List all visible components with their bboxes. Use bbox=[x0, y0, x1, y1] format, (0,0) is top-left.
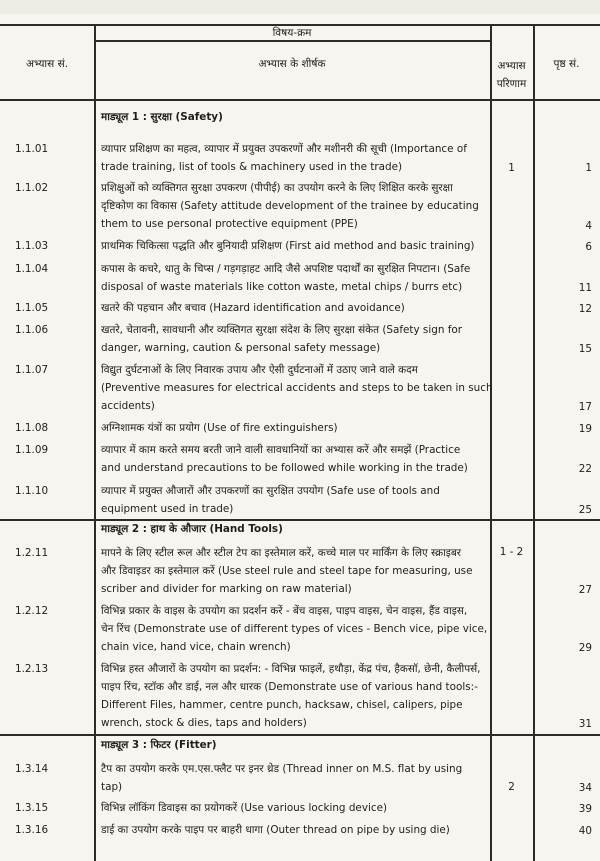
exercise-title-line: विद्युत दुर्घटनाओं के लिए निवारक उपाय और ऐसी दुर्घटनाओं में उठाए जाने वाले कदम bbox=[101, 364, 418, 376]
exercise-no: 1.2.12 bbox=[15, 605, 49, 617]
exercise-no: 1.1.07 bbox=[15, 364, 49, 376]
exercise-title-line: व्यापार में प्रयुक्त औजारों और उपकरणों का सुरक्षित उपयोग (Safe use of tools and bbox=[101, 485, 440, 497]
exercise-title-line: चेन रिंच (Demonstrate use of different types of vices - Bench vice, pipe vice, bbox=[101, 623, 488, 635]
module-2-end-rule bbox=[0, 734, 600, 736]
exercise-title-line: danger, warning, caution & personal safety message) bbox=[101, 342, 381, 354]
exercise-title-line: tap) bbox=[101, 781, 123, 793]
exercise-no: 1.1.05 bbox=[15, 302, 49, 314]
page-no: 6 bbox=[585, 241, 592, 253]
exercise-title-line: मापने के लिए स्टील रूल और स्टील टेप का इस्तेमाल करें, कच्चे माल पर मार्किंग के लिए स्क्राइबर bbox=[101, 547, 462, 559]
exercise-no: 1.1.03 bbox=[15, 240, 49, 252]
exercise-title-line: खतरे की पहचान और बचाव (Hazard identification and avoidance) bbox=[101, 302, 405, 314]
exercise-title-line: प्राथमिक चिकित्सा पद्धति और बुनियादी प्रशिक्षण (First aid method and basic training) bbox=[101, 240, 475, 252]
exercise-title-line: scriber and divider for marking on raw material) bbox=[101, 583, 352, 595]
col-header-titles: अभ्यास के शीर्षक bbox=[258, 58, 326, 70]
exercise-no: 1.1.08 bbox=[15, 422, 49, 434]
exercise-title-line: अग्निशामक यंत्रों का प्रयोग (Use of fire extinguishers) bbox=[101, 422, 338, 434]
module-1-end-rule bbox=[0, 519, 600, 521]
page-no: 12 bbox=[578, 303, 592, 315]
exercise-title-line: व्यापार प्रशिक्षण का महत्व, व्यापार में प्रयुक्त उपकरणों और मशीनरी की सूची (Importance of bbox=[101, 143, 467, 155]
module-outcome: 1 - 2 bbox=[499, 546, 524, 558]
exercise-no: 1.2.13 bbox=[15, 663, 49, 675]
col-header-page: पृष्ठ सं. bbox=[553, 58, 580, 70]
exercise-no: 1.3.14 bbox=[15, 763, 49, 775]
exercise-title-line: wrench, stock & dies, taps and holders) bbox=[101, 717, 307, 729]
title-rule bbox=[94, 40, 490, 42]
page-no: 1 bbox=[585, 162, 592, 174]
col-header-exercise-no: अभ्यास सं. bbox=[25, 58, 69, 70]
exercise-title-line: (Preventive measures for electrical accidents and steps to be taken in such bbox=[101, 382, 493, 394]
exercise-title-line: खतरे, चेतावनी, सावधानी और व्यक्तिगत सुरक्षा संदेश के लिए सुरक्षा संकेत (Safety sign for bbox=[101, 324, 462, 336]
exercise-title-line: chain vice, hand vice, chain wrench) bbox=[101, 641, 291, 653]
page-no: 34 bbox=[578, 782, 592, 794]
exercise-title-line: विभिन्न हस्त औजारों के उपयोग का प्रदर्शन: - विभिन्न फाइलें, हथौड़ा, केंद्र पंच, हैकसॉ, छेनी, कैलीपर्स, bbox=[101, 663, 481, 675]
page-no: 22 bbox=[578, 463, 592, 475]
page-no: 29 bbox=[578, 642, 592, 654]
top-rule bbox=[0, 24, 600, 26]
page-no: 15 bbox=[578, 343, 592, 355]
page-no: 25 bbox=[578, 504, 592, 516]
module-title: माड्यूल 2 : हाथ के औजार (Hand Tools) bbox=[101, 523, 283, 535]
page-no: 4 bbox=[585, 220, 592, 232]
exercise-title-line: कपास के कचरे, धातु के चिप्स / गड़गड़ाहट आदि जैसे अपशिष्ट पदार्थों का सुरक्षित निपटान। (Safe bbox=[101, 263, 471, 275]
module-title: माड्यूल 3 : फिटर (Fitter) bbox=[101, 739, 217, 751]
page-no: 39 bbox=[578, 803, 592, 815]
exercise-title-line: trade training, list of tools & machinery used in the trade) bbox=[101, 161, 403, 173]
page-no: 11 bbox=[578, 282, 592, 294]
module-outcome: 1 bbox=[508, 162, 515, 174]
exercise-title-line: प्रशिक्षुओं को व्यक्तिगत सुरक्षा उपकरण (पीपीई) का उपयोग करने के लिए शिक्षित करके सुरक्षा bbox=[101, 182, 453, 194]
col-header-outcome-2: परिणाम bbox=[496, 78, 527, 90]
exercise-title-line: disposal of waste materials like cotton waste, metal chips / burrs etc) bbox=[101, 281, 463, 293]
module-outcome: 2 bbox=[508, 781, 515, 793]
exercise-no: 1.3.15 bbox=[15, 802, 49, 814]
exercise-title-line: विभिन्न लॉकिंग डिवाइस का प्रयोगकरें (Use various locking device) bbox=[101, 802, 388, 814]
exercise-title-line: equipment used in trade) bbox=[101, 503, 234, 515]
exercise-title-line: accidents) bbox=[101, 400, 155, 412]
exercise-title-line: पाइप रिंच, स्टॉक और डाई, नल और धारक (Demonstrate use of various hand tools:- bbox=[101, 681, 478, 693]
exercise-title-line: विभिन्न प्रकार के वाइस के उपयोग का प्रदर्शन करें - बेंच वाइस, पाइप वाइस, चेन वाइस, हैंड वाइस, bbox=[101, 605, 468, 617]
exercise-no: 1.1.09 bbox=[15, 444, 49, 456]
exercise-title-line: व्यापार में काम करते समय बरती जाने वाली सावधानियों का अभ्यास करें और समझें (Practice bbox=[101, 444, 461, 456]
exercise-no: 1.1.02 bbox=[15, 182, 49, 194]
page-no: 17 bbox=[578, 401, 592, 413]
page-no: 27 bbox=[578, 584, 592, 596]
exercise-title-line: them to use personal protective equipment (PPE) bbox=[101, 218, 358, 230]
exercise-no: 1.1.01 bbox=[15, 143, 49, 155]
page-no: 40 bbox=[578, 825, 592, 837]
exercise-title-line: टैप का उपयोग करके एम.एस.फ्लैट पर इनर थ्रेड (Thread inner on M.S. flat by using bbox=[101, 763, 463, 775]
exercise-title-line: and understand precautions to be followed while working in the trade) bbox=[101, 462, 468, 474]
exercise-no: 1.1.10 bbox=[15, 485, 49, 497]
exercise-no: 1.1.06 bbox=[15, 324, 49, 336]
page-no: 19 bbox=[578, 423, 592, 435]
header-rule bbox=[0, 99, 600, 101]
exercise-title-line: दृष्टिकोण का विकास (Safety attitude development of the trainee by educating bbox=[101, 200, 479, 212]
module-title: माड्यूल 1 : सुरक्षा (Safety) bbox=[101, 111, 223, 123]
col-header-outcome-1: अभ्यास bbox=[497, 60, 526, 72]
exercise-no: 1.1.04 bbox=[15, 263, 49, 275]
exercise-no: 1.3.16 bbox=[15, 824, 49, 836]
exercise-title-line: और डिवाइडर का इस्तेमाल करें (Use steel rule and steel tape for measuring, use bbox=[101, 565, 473, 577]
exercise-title-line: Different Files, hammer, centre punch, hacksaw, chisel, calipers, pipe bbox=[101, 699, 463, 711]
table-title: विषय-क्रम bbox=[272, 27, 312, 39]
exercise-title-line: डाई का उपयोग करके पाइप पर बाहरी धागा (Outer thread on pipe by using die) bbox=[101, 824, 450, 836]
exercise-no: 1.2.11 bbox=[15, 547, 49, 559]
page-no: 31 bbox=[578, 718, 592, 730]
